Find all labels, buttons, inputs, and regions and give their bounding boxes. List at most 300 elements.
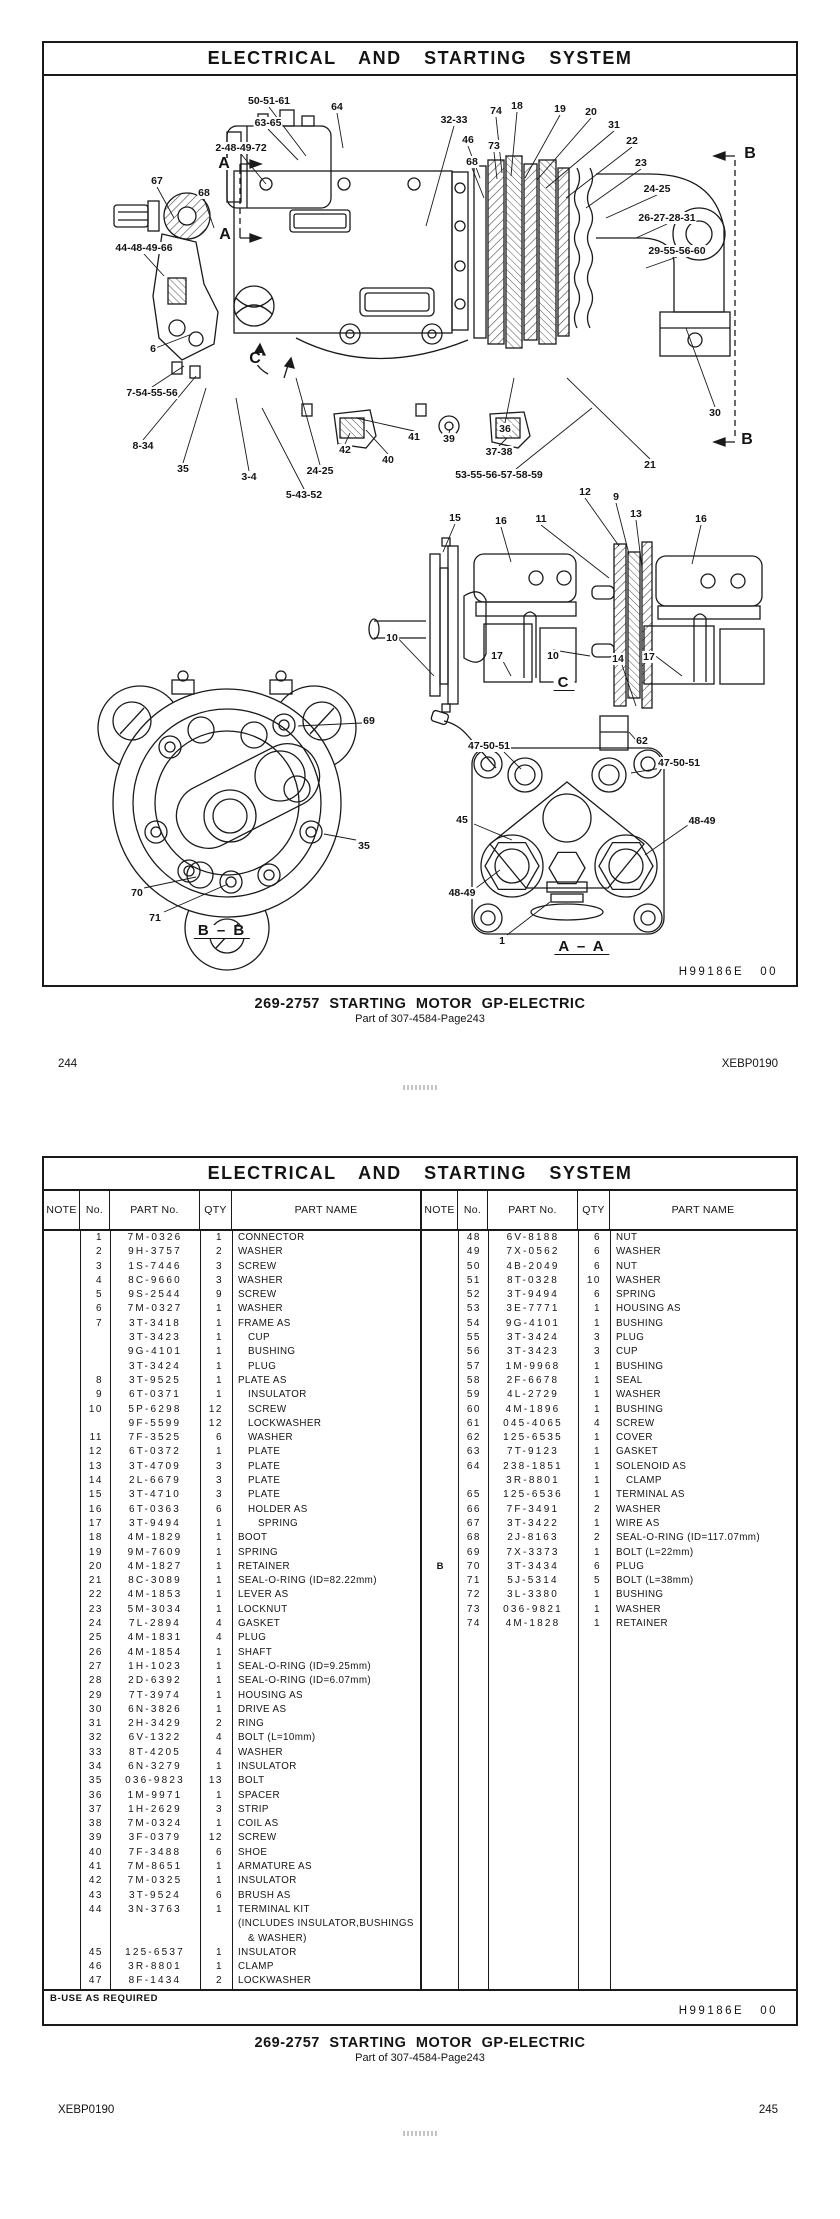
cell-part: 3L-3380 [506, 1589, 560, 1601]
cell-no: 9 [95, 1389, 103, 1401]
callout-label: 5-43-52 [285, 489, 323, 501]
cell-name: SEAL-O-RING (ID=82.22mm) [238, 1575, 377, 1587]
cell-part: 3T-3418 [128, 1317, 182, 1329]
part-row [422, 1245, 796, 1259]
cell-part: 6T-0363 [128, 1503, 182, 1515]
cell-no: 23 [88, 1603, 103, 1615]
callout-label: 35 [358, 840, 370, 852]
cell-name: BUSHING [616, 1360, 664, 1372]
callout-label: 46 [462, 134, 474, 146]
cell-note [422, 1574, 458, 1588]
doc-code: XEBP0190 [721, 1058, 778, 1070]
cell-part: 1S-7446 [128, 1260, 182, 1272]
cell-name: WASHER [248, 1432, 294, 1444]
part-row [422, 1488, 796, 1502]
cell-no [80, 1331, 110, 1345]
callout-label: 26-27-28-31 [638, 212, 696, 224]
part-row [422, 1574, 796, 1588]
part-row [422, 1274, 796, 1288]
cell-part: 5P-6298 [128, 1403, 182, 1415]
cell-part: 3T-4709 [128, 1460, 182, 1472]
cell-note [422, 1431, 458, 1445]
drawing-code [679, 2005, 778, 2017]
cell-name: SCREW [238, 1832, 277, 1844]
cell-name: SEAL-O-RING (ID=6.07mm) [238, 1675, 372, 1687]
cell-name: WASHER [238, 1274, 284, 1286]
cell-note [44, 1245, 80, 1259]
cell-name: BOLT [238, 1775, 265, 1787]
cell-name: PLUG [248, 1360, 277, 1372]
page2-pageline [0, 2104, 840, 2116]
cell-qty: 1 [215, 1603, 223, 1615]
part-row [422, 1431, 796, 1445]
cell-qty: 1 [593, 1389, 601, 1401]
cell-qty: 1 [593, 1446, 601, 1458]
part-row [422, 1546, 796, 1560]
cell-no: 48 [466, 1232, 481, 1243]
cell-note [44, 1760, 80, 1774]
cell-part: 4M-1896 [505, 1403, 561, 1415]
cell-name: WASHER [616, 1246, 662, 1258]
callout-label: 37-38 [485, 446, 513, 458]
cell-name: SEAL [616, 1374, 643, 1386]
cell-note [422, 1503, 458, 1517]
doc-code: XEBP0190 [58, 2104, 115, 2116]
cell-qty: 1 [215, 1232, 223, 1243]
cell-no: 29 [88, 1689, 103, 1701]
callout-label: 74 [490, 105, 502, 117]
cell-name: WASHER [616, 1603, 662, 1615]
cell-note [44, 1731, 80, 1745]
cell-part: 4M-1854 [127, 1646, 183, 1658]
cell-note [44, 1517, 80, 1531]
cell-qty: 6 [593, 1260, 601, 1272]
table-header [44, 1191, 420, 1231]
cell-qty: 1 [593, 1403, 601, 1415]
callout-label: 18 [511, 100, 523, 112]
cell-no: 53 [466, 1303, 481, 1315]
cell-note [422, 1588, 458, 1602]
callout-label: 16 [695, 513, 707, 525]
cell-name: LOCKNUT [238, 1603, 288, 1615]
cell-part: 3E-7771 [506, 1303, 560, 1315]
cell-qty: 10 [586, 1274, 601, 1286]
cell-qty: 1 [215, 1360, 223, 1372]
cell-no: 26 [88, 1646, 103, 1658]
cell-qty: 1 [215, 1517, 223, 1529]
column-header: NOTE [422, 1191, 458, 1229]
cell-part: 7X-3373 [506, 1546, 560, 1558]
callout-label: 64 [331, 101, 343, 113]
cell-note [422, 1517, 458, 1531]
callout-label: 21 [644, 459, 656, 471]
cell-part: 125-6537 [125, 1946, 185, 1958]
diagram-area [44, 76, 796, 981]
cell-note [44, 1302, 80, 1316]
callout-label: 15 [449, 512, 461, 524]
callout-label: 12 [579, 486, 591, 498]
cell-note [44, 1560, 80, 1574]
part-row [422, 1531, 796, 1545]
callout-label: 39 [443, 433, 455, 445]
cell-name: INSULATOR [238, 1760, 297, 1772]
cell-no: 14 [88, 1475, 103, 1487]
cell-part: 7T-3974 [128, 1689, 182, 1701]
callout-label: 68 [466, 156, 478, 168]
callout-label: 29-55-56-60 [648, 245, 706, 257]
part-row [422, 1503, 796, 1517]
cell-name: BRUSH AS [238, 1889, 291, 1901]
cell-no: 40 [88, 1846, 103, 1858]
part-row [422, 1445, 796, 1459]
cell-note [44, 1831, 80, 1845]
cell-qty: 5 [593, 1575, 601, 1587]
table-column-rule [232, 1231, 233, 1989]
cell-part: 6V-1322 [128, 1732, 182, 1744]
cell-part: 036-9823 [125, 1775, 185, 1787]
callout-label: 70 [131, 887, 143, 899]
callout-label: 47-50-51 [467, 740, 511, 752]
cell-note [44, 1546, 80, 1560]
cell-note [44, 1403, 80, 1417]
part-row [422, 1617, 796, 1631]
cell-note [422, 1317, 458, 1331]
callout-label: 73 [488, 140, 500, 152]
cell-note [422, 1417, 458, 1431]
cell-note [422, 1345, 458, 1359]
cell-note [44, 1874, 80, 1888]
cell-name: TERMINAL AS [616, 1489, 685, 1501]
view-title: A – A [554, 941, 609, 955]
cell-note [44, 1803, 80, 1817]
cell-no: 11 [89, 1432, 103, 1444]
cell-no: 28 [88, 1675, 103, 1687]
cell-name: FRAME AS [238, 1317, 291, 1329]
cell-note [44, 1588, 80, 1602]
cell-part: 7M-0324 [127, 1818, 183, 1830]
cell-qty: 1 [215, 1946, 223, 1958]
part-row [422, 1345, 796, 1359]
cell-note [422, 1274, 458, 1288]
cell-note [44, 1917, 80, 1931]
cell-part: 3T-9524 [128, 1889, 182, 1901]
cell-name: SCREW [616, 1417, 655, 1429]
cell-qty: 3 [215, 1475, 223, 1487]
cell-part: 7T-9123 [506, 1446, 560, 1458]
cell-name: SEAL-O-RING (ID=117.07mm) [616, 1532, 761, 1544]
cell-name: SCREW [238, 1289, 277, 1301]
page1-pageline [0, 1058, 840, 1070]
cell-no: 66 [466, 1503, 481, 1515]
column-header: PART NAME [294, 1204, 358, 1216]
cell-no: 36 [88, 1789, 103, 1801]
cell-part: 045-4065 [503, 1417, 563, 1429]
part-row [422, 1360, 796, 1374]
section-letter: B [744, 145, 756, 162]
callout-label: 48-49 [448, 887, 476, 899]
drawing-code [679, 966, 778, 978]
cell-no: 6 [95, 1303, 103, 1315]
part-row [422, 1403, 796, 1417]
cell-qty: 2 [215, 1246, 223, 1258]
cell-no: 35 [88, 1775, 103, 1787]
cell-note [44, 1460, 80, 1474]
cell-part: 7M-0325 [127, 1875, 183, 1887]
cell-no: 1 [95, 1232, 103, 1243]
cell-no: 44 [88, 1903, 103, 1915]
cell-note [422, 1546, 458, 1560]
cell-name: WIRE AS [616, 1517, 660, 1529]
cell-note [44, 1817, 80, 1831]
table-column-rule [578, 1231, 579, 1989]
cell-note [422, 1403, 458, 1417]
cell-note [422, 1360, 458, 1374]
parts-table [44, 1191, 796, 1989]
cell-note [44, 1503, 80, 1517]
cell-qty: 4 [593, 1417, 601, 1429]
cell-name: NUT [616, 1232, 638, 1243]
cell-qty: 1 [215, 1961, 223, 1973]
cell-qty: 1 [215, 1675, 223, 1687]
cell-name: PLUG [616, 1332, 645, 1344]
cell-qty: 1 [215, 1560, 223, 1572]
cell-part: 2J-8163 [507, 1532, 559, 1544]
callout-label: 41 [408, 431, 420, 443]
callout-label: 36 [499, 423, 511, 435]
cell-no: 67 [466, 1517, 481, 1529]
callout-label: 10 [386, 632, 398, 644]
cell-qty: 1 [215, 1546, 223, 1558]
cell-part: 7M-0326 [127, 1232, 183, 1243]
cell-name: BUSHING [616, 1589, 664, 1601]
column-header: NOTE [44, 1191, 80, 1229]
section-letter: A [219, 226, 231, 243]
cell-note [44, 1974, 80, 1988]
cell-name: INSULATOR [248, 1389, 307, 1401]
callout-label: 17 [643, 651, 655, 663]
cell-part: 2H-3429 [128, 1718, 182, 1730]
callout-label: 7-54-55-56 [126, 387, 178, 399]
cell-name: TERMINAL KIT [238, 1903, 310, 1915]
cell-qty: 1 [593, 1517, 601, 1529]
cell-name: ARMATURE AS [238, 1861, 312, 1873]
callout-label: 11 [535, 513, 547, 525]
callout-label: 24-25 [643, 183, 671, 195]
cell-qty: 1 [215, 1317, 223, 1329]
cell-part: 1M-9971 [127, 1789, 183, 1801]
callout-label: 8-34 [132, 440, 154, 452]
callout-label: 17 [491, 650, 503, 662]
table-column-rule [110, 1231, 111, 1989]
cell-qty: 2 [215, 1718, 223, 1730]
cell-qty: 6 [593, 1232, 601, 1243]
cell-name: WASHER [238, 1246, 284, 1258]
part-row [422, 1560, 796, 1574]
cell-qty: 1 [593, 1460, 601, 1472]
cell-part: 4M-1828 [505, 1618, 561, 1630]
cell-qty: 1 [215, 1875, 223, 1887]
cell-no: 73 [466, 1603, 481, 1615]
cell-part: 4M-1829 [127, 1532, 183, 1544]
cell-no: 61 [466, 1417, 481, 1429]
drawing-code-value: H99186E [678, 2005, 745, 2017]
cell-qty: 1 [215, 1689, 223, 1701]
cell-note [44, 1431, 80, 1445]
footer-subtitle: Part of 307-4584-Page243 [355, 1013, 485, 1025]
callout-label: 68 [198, 187, 210, 199]
cell-qty: 1 [215, 1760, 223, 1772]
cell-qty: 4 [215, 1746, 223, 1758]
cell-no: 54 [466, 1317, 481, 1329]
cell-no: 46 [88, 1961, 103, 1973]
cell-no: 47 [88, 1975, 103, 1987]
cell-note [44, 1331, 80, 1345]
cell-part: 4M-1831 [127, 1632, 183, 1644]
cell-part: 9H-3757 [128, 1246, 182, 1258]
cell-part: 5J-5314 [507, 1575, 559, 1587]
part-row [422, 1417, 796, 1431]
cell-name: GASKET [238, 1618, 281, 1630]
table-footnote: B-USE AS REQUIRED [44, 1989, 796, 2007]
cell-part: 2D-6392 [128, 1675, 182, 1687]
cell-name: PLATE [248, 1489, 281, 1501]
cell-no: 7 [95, 1317, 103, 1329]
cell-note [44, 1445, 80, 1459]
cell-note [44, 1574, 80, 1588]
callout-label: 48-49 [688, 815, 716, 827]
cell-note [44, 1960, 80, 1974]
cell-part: 3R-8801 [128, 1961, 182, 1973]
cell-no: 62 [466, 1432, 481, 1444]
cell-name: PLATE [248, 1460, 281, 1472]
callout-label: 1 [499, 935, 505, 947]
cell-no: 42 [88, 1875, 103, 1887]
drawing-code-value: H99186E [678, 966, 745, 978]
cell-part: 7X-0562 [506, 1246, 560, 1258]
callout-label: 10 [547, 650, 559, 662]
cell-part: 3T-9494 [506, 1289, 560, 1301]
cell-note [44, 1231, 80, 1245]
part-row [422, 1260, 796, 1274]
cell-name: CLAMP [238, 1961, 274, 1973]
cell-part: 3T-9525 [128, 1374, 182, 1386]
cell-qty: 4 [215, 1632, 223, 1644]
cell-name: PLUG [616, 1560, 645, 1572]
cell-part: 4B-2049 [506, 1260, 560, 1272]
cell-qty: 12 [208, 1403, 223, 1415]
page-number: 244 [58, 1058, 78, 1070]
cell-name: SPRING [238, 1546, 278, 1558]
cell-name: CUP [616, 1346, 638, 1358]
column-header: No. [80, 1191, 110, 1229]
cell-name: PLUG [238, 1632, 267, 1644]
cell-qty: 12 [208, 1832, 223, 1844]
cell-part: 4L-2729 [506, 1389, 560, 1401]
cell-qty: 1 [593, 1589, 601, 1601]
cell-part: 125-6536 [503, 1489, 563, 1501]
cell-part: 7M-8651 [127, 1861, 183, 1873]
cell-no: 12 [88, 1446, 103, 1458]
cell-part: 7F-3525 [128, 1432, 182, 1444]
cell-name: WASHER [238, 1303, 284, 1315]
cell-no: 21 [88, 1575, 103, 1587]
cell-name: NUT [616, 1260, 638, 1272]
table-header [422, 1191, 796, 1231]
cell-part: 3N-3763 [128, 1903, 182, 1915]
cell-part: 2F-6678 [506, 1374, 560, 1386]
cell-note [44, 1617, 80, 1631]
cell-note [44, 1488, 80, 1502]
cell-name: WASHER [238, 1746, 284, 1758]
cell-no: 74 [466, 1618, 481, 1630]
cell-part: 1H-2629 [128, 1803, 182, 1815]
cell-qty: 1 [593, 1603, 601, 1615]
cell-no: 64 [466, 1460, 481, 1472]
cell-no: 58 [466, 1374, 481, 1386]
cell-name: SPRING [258, 1517, 298, 1529]
cell-qty: 1 [593, 1489, 601, 1501]
callout-label: 40 [382, 454, 394, 466]
cell-qty: 3 [215, 1460, 223, 1472]
cell-no: 2 [95, 1246, 103, 1258]
callout-label: 42 [339, 444, 351, 456]
footer-title: 269-2757 STARTING MOTOR GP-ELECTRIC [254, 2035, 586, 2051]
cell-part: 3T-9494 [128, 1517, 182, 1529]
cell-qty: 1 [593, 1374, 601, 1386]
cell-name: HOLDER AS [248, 1503, 308, 1515]
cell-no: 55 [466, 1332, 481, 1344]
callout-label: 31 [608, 119, 620, 131]
cell-qty: 1 [215, 1303, 223, 1315]
cell-part: 125-6535 [503, 1432, 563, 1444]
cell-no: 45 [88, 1946, 103, 1958]
cell-part: 8F-1434 [128, 1975, 182, 1987]
section-letter: B [741, 431, 753, 448]
cell-qty: 1 [593, 1303, 601, 1315]
page-number: 245 [758, 2104, 778, 2116]
cell-part: 3T-3424 [128, 1360, 182, 1372]
cell-part: 036-9821 [503, 1603, 563, 1615]
part-row [422, 1388, 796, 1402]
callout-label: 13 [630, 508, 642, 520]
part-row [422, 1231, 796, 1245]
cell-qty: 3 [593, 1332, 601, 1344]
cell-note [44, 1360, 80, 1374]
cell-name: CONNECTOR [238, 1232, 305, 1243]
cell-no: 68 [466, 1532, 481, 1544]
table-column-rule [488, 1231, 489, 1989]
cell-no: 63 [466, 1446, 481, 1458]
cell-part: 9G-4101 [505, 1317, 561, 1329]
part-row [422, 1460, 796, 1474]
cell-part: 9G-4101 [127, 1346, 183, 1358]
cell-part: 238-1851 [503, 1460, 563, 1472]
cell-qty [200, 1932, 232, 1946]
cell-name: SCREW [248, 1403, 287, 1415]
cell-name: SPACER [238, 1789, 280, 1801]
page-1 [42, 41, 798, 987]
table-body [44, 1231, 420, 1989]
cell-no: 31 [88, 1718, 103, 1730]
cell-no [80, 1932, 110, 1946]
cell-no: 38 [88, 1818, 103, 1830]
print-mark [403, 2131, 437, 2136]
callout-label: 71 [149, 912, 161, 924]
cell-no [80, 1917, 110, 1931]
cell-note [422, 1374, 458, 1388]
cell-qty: 1 [215, 1818, 223, 1830]
cell-note [44, 1345, 80, 1359]
